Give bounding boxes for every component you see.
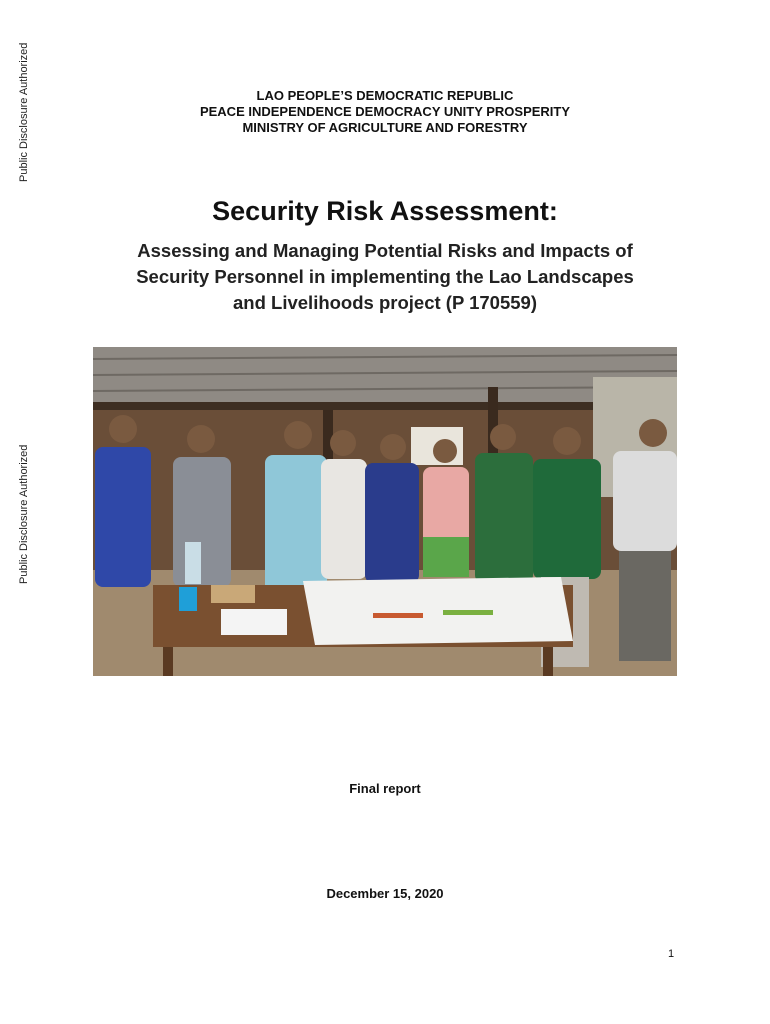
disclosure-label-middle: Public Disclosure Authorized: [18, 444, 30, 584]
cover-photo: [93, 347, 677, 676]
page-subtitle: [60, 238, 710, 316]
header-ministry: MINISTRY OF AGRICULTURE AND FORESTRY: [242, 120, 528, 135]
disclosure-label-top: Public Disclosure Authorized: [18, 42, 30, 182]
page-title: Security Risk Assessment:: [212, 196, 558, 226]
report-type: Final report: [349, 781, 421, 796]
subtitle-line-1: Assessing and Managing Potential Risks and Impacts of: [137, 240, 633, 261]
subtitle-line-3: and Livelihoods project (P 170559): [233, 292, 537, 313]
header-country: LAO PEOPLE’S DEMOCRATIC REPUBLIC: [256, 88, 514, 103]
report-date: December 15, 2020: [326, 886, 444, 901]
page-number: 1: [668, 948, 675, 960]
subtitle-line-2: Security Personnel in implementing the Lao Landscapes: [136, 266, 634, 287]
header-motto: PEACE INDEPENDENCE DEMOCRACY UNITY PROSPERITY: [199, 104, 571, 119]
document-header: [0, 88, 770, 136]
